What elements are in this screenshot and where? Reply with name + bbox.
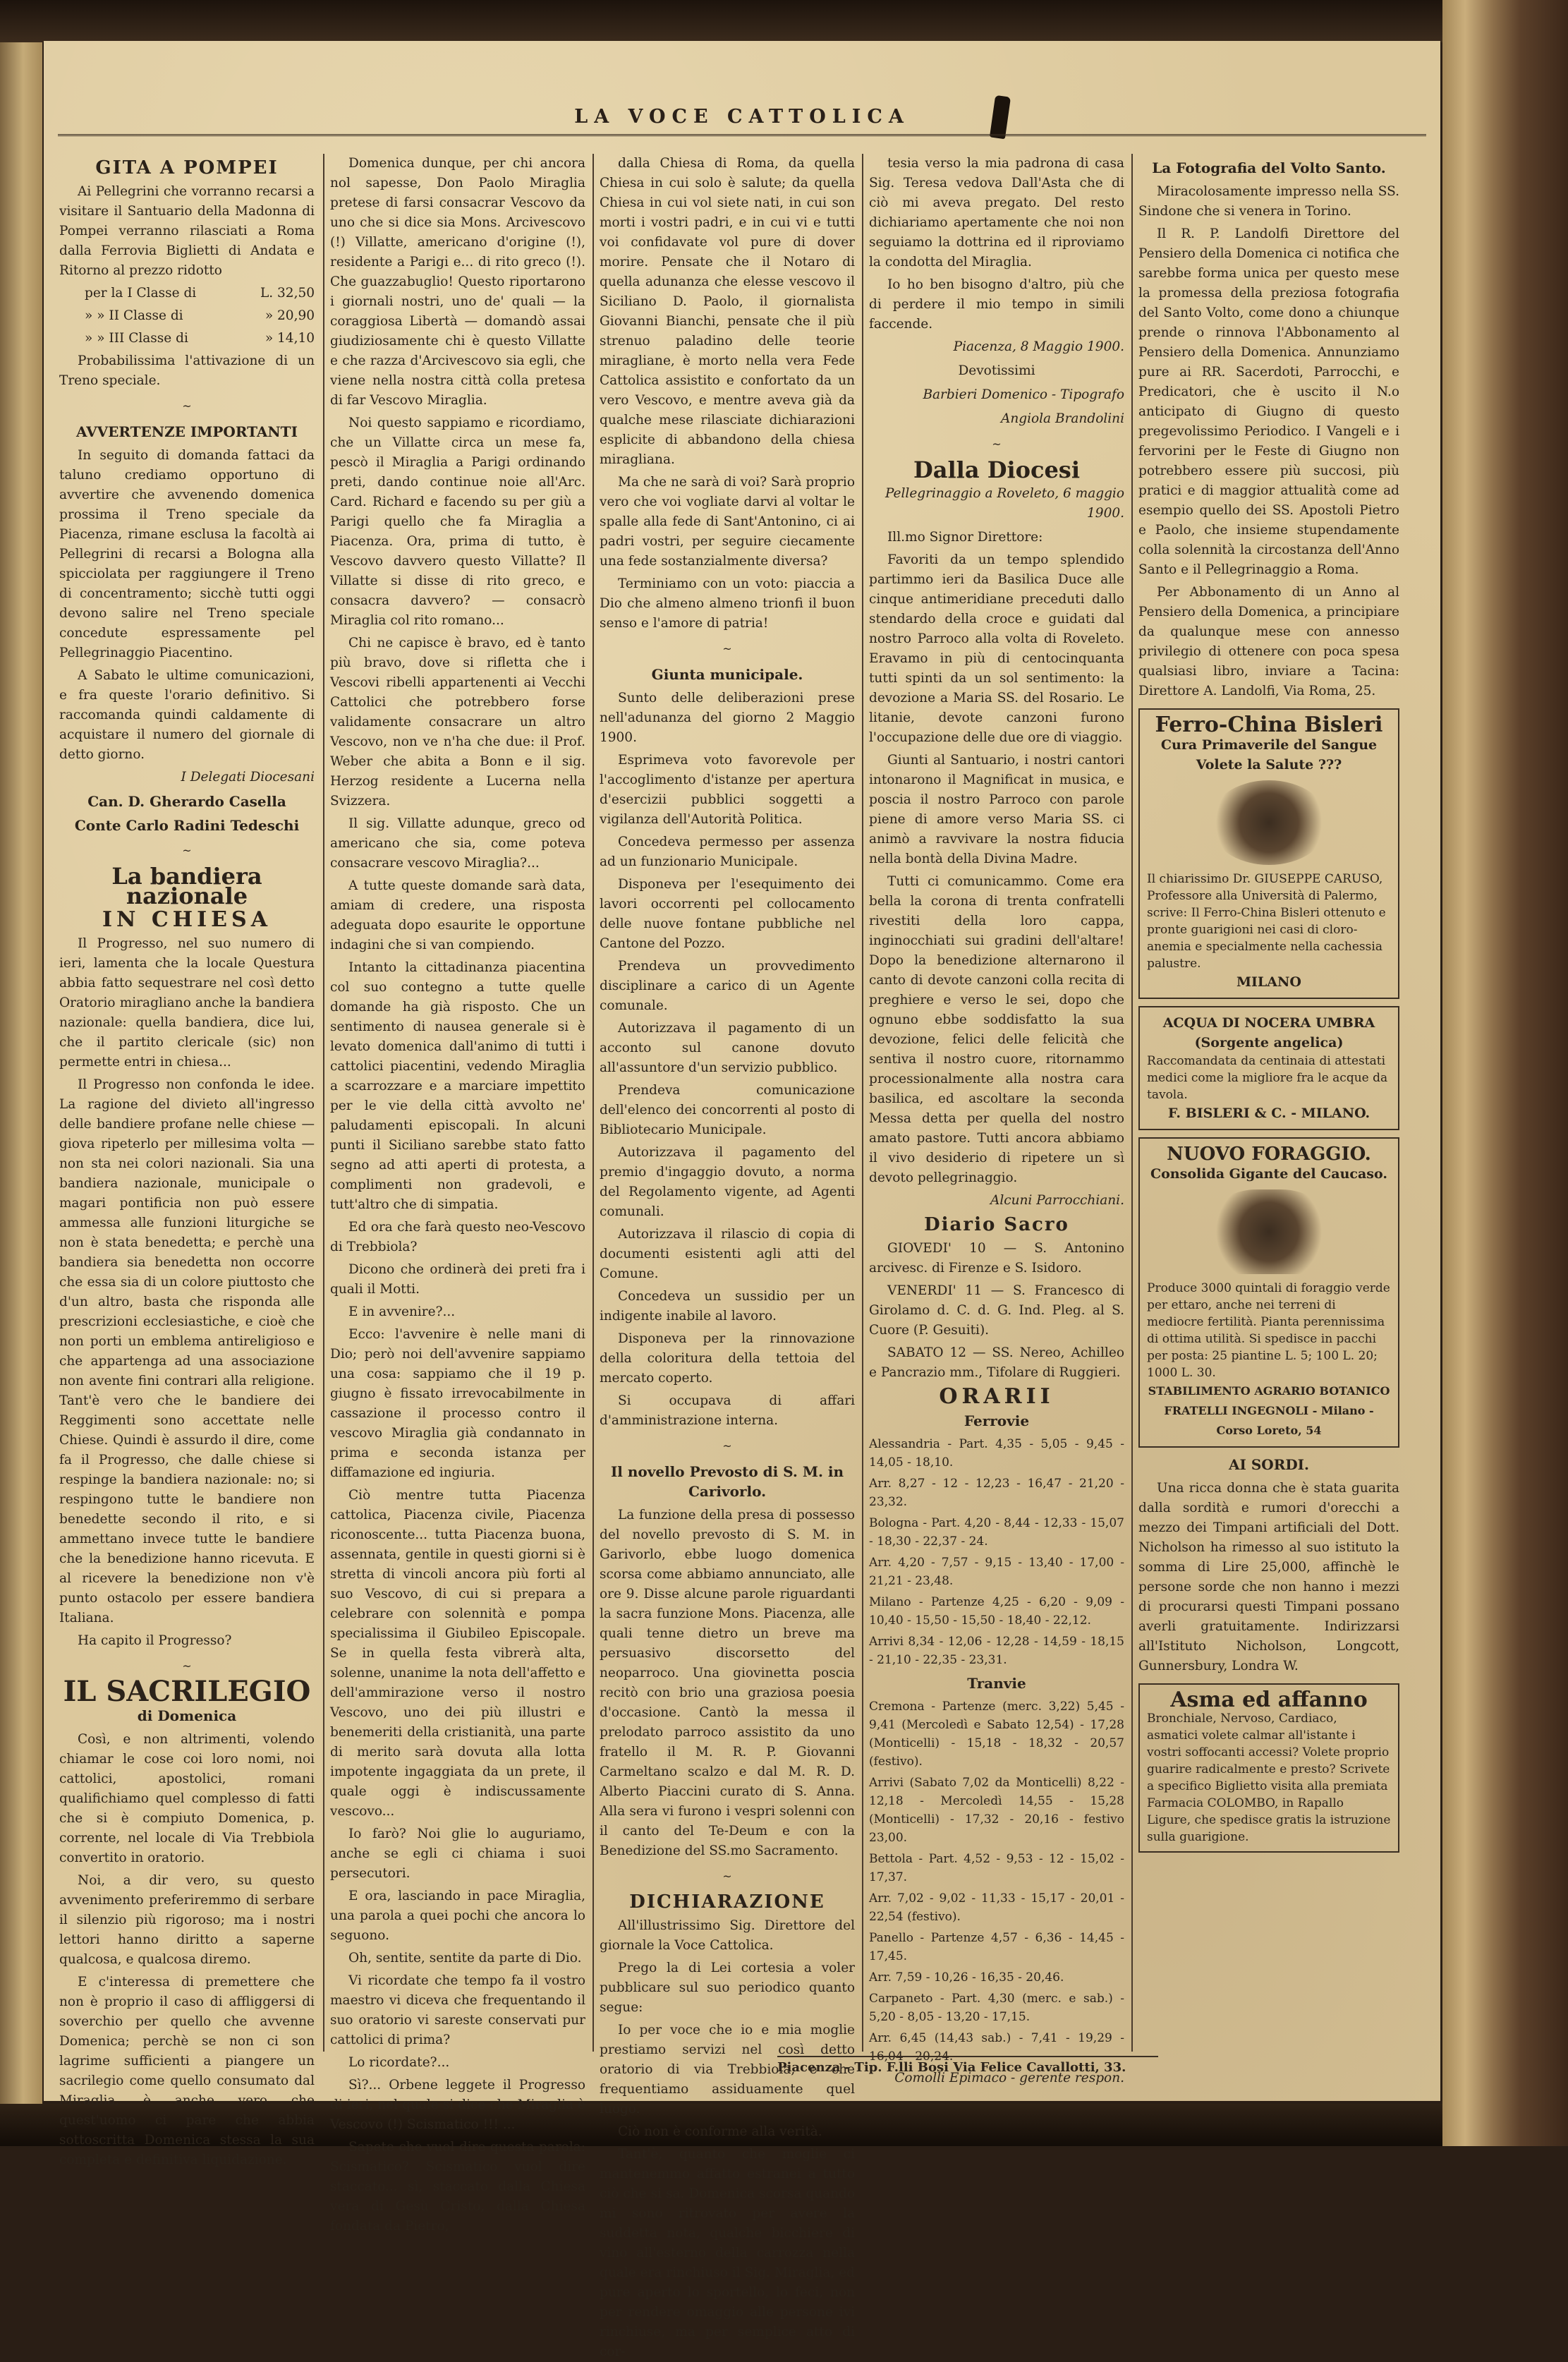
schedule-line: Arr. 6,45 (14,43 sab.) - 7,41 - 19,29 - 16,04 - 20,24. bbox=[869, 2031, 1124, 2064]
bisleri-slogan: Volete la Salute ??? bbox=[1196, 757, 1342, 773]
price-label: per la I Classe di bbox=[85, 286, 197, 301]
article-paragraph: Sapete che vuol dire questa parola: Scismatico? Scismatico vuol dire staccato... sì, staccato dalla Chiesa vera di Gesù Cristo, dalla Chiesa fondata da Pietro, bbox=[330, 2140, 585, 2234]
article-paragraph: Intanto la cittadinanza piacentina col suo contegno a tutte quelle domande ha già risposto. Che un sentimento di nausea generale si è levato domenica dall'animo di tutti i cattolici piacentini, vedendo Miraglia a scarrozzare e a marciare impettito per le vie della città avvolto ne' paludamenti episcopali. In alcuni punti il Siciliano sarebbe stato fatto segno ad atti aperti di protesta, a complimenti non gradevoli, e tutt'altro che di simpatia. bbox=[330, 960, 585, 1212]
avvertenze-paragraph: In seguito di domanda fattaci da taluno crediamo opportuno di avvertire che avvenendo domenica prossima il Treno speciale da Piacenza, rimane esclusa la facoltà ai Pellegrini di recarsi a Bologna alla spicciolata per raggiungere il Treno di concentramento; sicchè tutti oggi devono salire nel Treno speciale concedute espressamente pel Pellegrinaggio Piacentino. bbox=[59, 448, 315, 660]
article-paragraph: E in avvenire?... bbox=[348, 1304, 456, 1319]
avvertenze-title: AVVERTENZE IMPORTANTI bbox=[76, 423, 298, 440]
signature-name: Conte Carlo Radini Tedeschi bbox=[74, 817, 300, 834]
separator: ~ bbox=[992, 437, 1002, 451]
sacrilegio-paragraph: E c'interessa di premettere che non è proprio il caso di affliggersi di soverchio per quello che avvenne Domenica; perchè se non ci son lagrime sufficienti a piangere un sacrilegio come quello consumato dal Miraglia, è anche vero che quest'uomo ci pare che abbia sottoscritta Domenica stessa la sua completa e definitiva liquidazione. bbox=[59, 1975, 315, 2167]
diocesi-paragraph: Tutti ci comunicammo. Come era bella la corona di trenta confratelli rivestiti della loro cappa, inginocchiati sui gradini dell'altare! Dopo la benedizione alternarono il canto di devote canzoni colla recita di preghiere e verso le sei, dopo che ognuno ebbe soddisfatto la sua devozione, felici delle felicità che sentiva il nostro cuore, ritornammo processionalmente alla nostra cara basilica, ed ascoltare la seconda Messa detta per quella del nostro amato pastore. Tutti ancora abbiamo il vivo desiderio di ripetere un sì devoto pellegrinaggio. bbox=[869, 874, 1124, 1185]
sordi-title: AI SORDI. bbox=[1229, 1456, 1309, 1473]
bandiera-paragraph: Il Progresso non confonda le idee. La ragione del divieto all'ingresso delle bandiere profane nelle chiese — giova ripeterlo per millesima volta — non sta nei colori nazionali. Sia una bandiera nazionale, municipale o magari pontificia non può essere ammessa alle funzioni liturgiche se non è stata benedetta; e perchè una bandiera sia benedetta non occorre che essa sia di un colore piuttosto che d'un altro, basta che risponda alle prescrizioni ecclesiastiche, e cioè che non porti un emblema antireligioso e che appartenga ad una associazione non avente fini contrari alla religione. Tant'è vero che le bandiere dei Reggimenti sono accettate nelle Chiese. Quindi è assurdo il dire, come fa il Progresso, che dalle chiese si respinge la bandiera nazionale: no; si respingono tutte le bandiere non benedette secondo il rito, e si ammettano invece tutte le bandiere che la benedizione hanno ricevuta. E al ricevere la benedizione non v'è punto ostacolo per essere bandiera Italiana. bbox=[59, 1077, 315, 1625]
article-paragraph: Io ho ben bisogno d'altro, più che di perdere il mio tempo in simili faccende. bbox=[869, 277, 1124, 332]
newspaper-page bbox=[44, 41, 1440, 2359]
avvertenze-paragraph: A Sabato le ultime comunicazioni, e fra queste l'orario definitivo. Si raccomanda quindi caldamente di acquistare il numero del giornale di detto giorno. bbox=[59, 668, 315, 762]
nocera-text: Raccomandata da centinaia di attestati medici come la migliore fra le acque da tavola. bbox=[1147, 1054, 1388, 1102]
column-1 bbox=[59, 154, 315, 2167]
schedule-line: Arr. 7,02 - 9,02 - 11,33 - 15,17 - 20,01 - 22,54 (festivo). bbox=[869, 1891, 1124, 1924]
article-paragraph: Ed ora che farà questo neo-Vescovo di Trebbiola? bbox=[330, 1220, 585, 1254]
article-paragraph: Sì?... Orbene leggete il Progresso di ieri, nel quale si dice che Miraglia è Vescovo (!) Scismatico !!! ... bbox=[330, 2078, 585, 2132]
column-rule bbox=[592, 154, 594, 2052]
signature-name: Can. D. Gherardo Casella bbox=[87, 793, 286, 810]
ferrovie-schedule bbox=[869, 1435, 1124, 1669]
diario-title: Diario Sacro bbox=[924, 1214, 1069, 1235]
giunta-paragraph: Concedeva un sussidio per un indigente inabile al lavoro. bbox=[600, 1289, 855, 1324]
article-paragraph: Noi questo sappiamo e ricordiamo, che un Villatte circa un mese fa, pescò il Miraglia a Parigi ordinando preti, dando continue noie all'Arc. Card. Richard e facendo su per giù a Parigi quello che fa Miraglia a Piacenza. Ora, prima di tutto, è Vescovo davvero questo Villatte? Il Villatte si disse di rito greco, e consacra davvero? — consacrò Miraglia col rito romano... bbox=[330, 416, 585, 628]
article-paragraph: Ecco: l'avvenire è nelle mani di Dio; però noi dell'avvenire sappiamo una cosa: sappiamo che il 19 p. giugno è fissato irrevocabilmente in cassazione il processo contro il vescovo Miraglia già condannato in prima e seconda istanza per diffamazione ed ingiuria. bbox=[330, 1327, 585, 1480]
column-2 bbox=[330, 154, 585, 2234]
schedule-line: Milano - Partenze 4,25 - 6,20 - 9,09 - 10,40 - 15,50 - 15,50 - 18,40 - 22,12. bbox=[869, 1595, 1124, 1628]
nocera-signature: F. BISLERI & C. - MILANO. bbox=[1167, 1106, 1371, 1121]
giunta-paragraph: Prendeva comunicazione dell'elenco dei concorrenti al posto di Bibliotecario Municipale. bbox=[600, 1083, 855, 1137]
article-paragraph: Lo ricordate?... bbox=[348, 2055, 450, 2070]
foraggio-signature: STABILIMENTO AGRARIO BOTANICO FRATELLI INGEGNOLI - Milano - Corso Loreto, 54 bbox=[1148, 1384, 1390, 1437]
schedule-line: Alessandria - Part. 4,35 - 5,05 - 9,45 - 14,05 - 18,10. bbox=[869, 1437, 1124, 1470]
prevosto-paragraph: La funzione della presa di possesso del novello prevosto di S. M. in Garivorlo, ebbe luogo domenica scorsa come abbiamo annunciato, alle ore 9. Disse alcune parole riguardanti la sacra funzione Mons. Piacenza, alle quali tenne dietro un breve ma persuasivo discorsetto del neoparroco. Una giovinetta poscia recitò con brio una graziosa poesia d'occasione. Cantò la messa il prelodato parroco assistito da uno fratello il M. R. P. Giovanni Carmeltano scalzo e dal M. R. D. Alberto Piaccini curato di S. Anna. Alla sera vi furono i vespri solenni con il canto del Te-Deum e con la Benedizione del SS.mo Sacramento. bbox=[600, 1508, 855, 1858]
book-binding-edge bbox=[1442, 0, 1568, 2146]
nocera-title: ACQUA DI NOCERA UMBRA (Sorgente angelica) bbox=[1162, 1015, 1375, 1050]
price-label: » » II Classe di bbox=[85, 308, 183, 323]
diocesi-paragraph: Giunti al Santuario, i nostri cantori intonarono il Magnificat in musica, e poscia il nostro Parroco con parole piene di amore verso Maria SS. ci animò a ravvivare la nostra fiducia nella bontà della Divina Madre. bbox=[869, 753, 1124, 866]
article-paragraph: A tutte queste domande sarà data, amiam di credere, una risposta adeguata dopo esaurite le opportune indagini che si van compiendo. bbox=[330, 878, 585, 952]
giunta-paragraph: Autorizzava il rilascio di copia di documenti esistenti agli atti del Comune. bbox=[600, 1227, 855, 1281]
price-row bbox=[59, 306, 315, 326]
prevosto-title: Il novello Prevosto di S. M. in Carivorlo. bbox=[610, 1463, 844, 1500]
bandiera-paragraph: Il Progresso, nel suo numero di ieri, lamenta che la locale Questura abbia fatto sequestrare nel così detto Oratorio miragliano anche la bandiera nazionale: quella bandiera, dice lui, che il partito clericale (sic) non permette entri in chiesa... bbox=[59, 936, 315, 1070]
bandiera-subtitle: IN CHIESA bbox=[102, 907, 272, 932]
giunta-paragraph: Si occupava di affari d'amministrazione interna. bbox=[600, 1393, 855, 1428]
diario-entry: SABATO 12 — SS. Nereo, Achilleo e Pancrazio mm., Tifolare di Ruggieri. bbox=[869, 1345, 1124, 1380]
price-value: L. 32,50 bbox=[260, 286, 315, 301]
bandiera-title: La bandiera nazionale bbox=[111, 863, 262, 909]
sacrilegio-title: IL SACRILEGIO bbox=[63, 1675, 311, 1708]
giunta-paragraph: Esprimeva voto favorevole per l'accoglimento d'istanze per apertura d'esercizii pubblici soggetti a vigilanza dell'Autorità Politica. bbox=[600, 753, 855, 827]
article-paragraph: Domenica dunque, per chi ancora nol sapesse, Don Paolo Miraglia pretese di farsi consacrar Vescovo da uno che si dice sia Mons. Arcivescovo (!) Villatte, americano d'origine (!), residente a Parigi e... di rito greco (!). Che guazzabuglio! Questo riportarono i giornali nostri, uno de' quali — la coraggiosa Libertà — domandò assai giudiziosamente chi è questo Villatte e che razza d'Arcivescovo sia egli, che viene nella nostra città colla pretesa di far Vescovo Miraglia. bbox=[330, 156, 585, 408]
separator: ~ bbox=[722, 1870, 732, 1883]
foto-title: La Fotografia del Volto Santo. bbox=[1152, 159, 1386, 176]
signature-name: Angiola Brandolini bbox=[1000, 411, 1124, 426]
ferrovie-title: Ferrovie bbox=[964, 1412, 1030, 1429]
article-paragraph: Ma che ne sarà di voi? Sarà proprio vero che voi vogliate darvi al voltar le spalle alla fede di Sant'Antonino, ci ai padri vostri, per seguire ciecamente una fede sostanzialmente diversa? bbox=[600, 475, 855, 569]
schedule-line: Arrivi 8,34 - 12,06 - 12,28 - 14,59 - 18,15 - 21,10 - 22,35 - 23,31. bbox=[869, 1635, 1124, 1667]
asma-ad bbox=[1138, 1683, 1399, 1853]
price-row bbox=[59, 329, 315, 349]
price-row bbox=[59, 284, 315, 303]
dichiarazione-paragraph: Prego la di Lei cortesia a voler pubblicare sul suo periodico quanto segue: bbox=[600, 1961, 855, 2015]
schedule-line: Arr. 4,20 - 7,57 - 9,15 - 13,40 - 17,00 - 21,21 - 23,48. bbox=[869, 1556, 1124, 1588]
bandiera-paragraph: Ha capito il Progresso? bbox=[78, 1633, 232, 1648]
schedule-line: Bettola - Part. 4,52 - 9,53 - 12 - 15,02 - 17,37. bbox=[869, 1852, 1124, 1884]
giunta-paragraph: Disponeva per l'esequimento dei lavori occorrenti pel collocamento delle nuove fontane pubbliche nel Cantone del Pozzo. bbox=[600, 877, 855, 951]
foraggio-ad bbox=[1138, 1137, 1399, 1448]
date-line: Piacenza, 8 Maggio 1900. bbox=[953, 339, 1124, 354]
dichiarazione-paragraph: Io per voce che io e mia moglie prestiamo servizi nel così detto oratorio di via Trebbiola, e che frequentiamo assiduamente quel luogo. bbox=[600, 2023, 855, 2116]
sacrilegio-paragraph: Così, e non altrimenti, volendo chiamar le cose coi loro nomi, noi cattolici, apostolici, romani qualifichiamo quel complesso di fatti che si è compiuto Domenica, p. corrente, nel locale di Via Trebbiola convertito in oratorio. bbox=[59, 1732, 315, 1865]
bisleri-city: MILANO bbox=[1236, 974, 1301, 990]
separator: ~ bbox=[182, 844, 192, 857]
separator: ~ bbox=[182, 1659, 192, 1673]
devoti-line: Devotissimi bbox=[958, 363, 1035, 378]
foto-paragraph: Miracolosamente impresso nella SS. Sindone che si venera in Torino. bbox=[1138, 184, 1399, 219]
masthead bbox=[58, 106, 1426, 136]
diocesi-title: Dalla Diocesi bbox=[913, 456, 1080, 483]
separator: ~ bbox=[182, 399, 192, 413]
schedule-line: Carpaneto - Part. 4,30 (merc. e sab.) - 5,20 - 8,05 - 13,20 - 17,15. bbox=[869, 1992, 1124, 2024]
separator: ~ bbox=[722, 1439, 732, 1453]
diocesi-salutation: Ill.mo Signor Direttore: bbox=[887, 530, 1043, 545]
asma-title: Asma ed affanno bbox=[1170, 1688, 1368, 1712]
nocera-ad bbox=[1138, 1006, 1399, 1130]
article-paragraph: dalla Chiesa di Roma, da quella Chiesa in cui solo è salute; da quella Chiesa in cui vol siete nati, in cui son morti i vostri padri, e in cui vi e tutti voi confidavate vol pure di dover morire. Pensate che il Notaro di quella adunanza che elesse vescovo il Siciliano D. Paolo, il giornalista Giovanni Bianchi, pensate che il più strenuo paladino delle teorie miragliane, è morto nella vera Fede Cattolica assistito e confortato da un vero Vescovo, e mentre aveva già da qualche mese rilasciate dichiarazioni esplicite di abbandono della chiesa miragliana. bbox=[600, 156, 855, 467]
giunta-title: Giunta municipale. bbox=[651, 666, 803, 683]
gerente-line: Comolli Epimaco - gerente respon. bbox=[894, 2071, 1124, 2085]
price-value: » 14,10 bbox=[265, 331, 315, 346]
article-paragraph: E ora, lasciando in pace Miraglia, una parola a quei pochi che ancora lo seguono. bbox=[330, 1889, 585, 1943]
article-paragraph: Ciò mentre tutta Piacenza cattolica, Piacenza civile, Piacenza riconoscente... tutta Piacenza buona, assennata, gentile in questi giorni si è stretta di vincoli ancora più forti al suo Vescovo, di cui si prepara a celebrare con solennità e pompa specialissima il Giubileo Episcopale. Se in quella festa vibrerà alta, solenne, unanime la nota dell'affetto e dell'ammirazione verso il nostro Vescovo, uno dei più illustri e benemeriti della cristianità, una parte di merito sarà dovuta alla lotta impotente ingaggiata da un prete, il quale oggi è indiscussamente vescovo... bbox=[330, 1488, 585, 1819]
schedule-line: Bologna - Part. 4,20 - 8,44 - 12,33 - 15,07 - 18,30 - 22,37 - 24. bbox=[869, 1516, 1124, 1549]
diocesi-signature: Alcuni Parrocchiani. bbox=[990, 1193, 1124, 1208]
diocesi-location: Pellegrinaggio a Roveleto, 6 maggio 1900. bbox=[885, 486, 1124, 521]
sacrilegio-paragraph: Noi, a dir vero, su questo avvenimento preferiremmo di serbare il silenzio più rigoroso; ma i nostri lettori hanno diritto a saperne qualcosa, e qualcosa diremo. bbox=[59, 1873, 315, 1967]
column-rule bbox=[323, 154, 324, 2052]
scan-top-margin bbox=[0, 0, 1568, 42]
facing-page-edge bbox=[0, 0, 42, 2146]
dichiarazione-paragraph: Ciò non è conforme alla verità. bbox=[618, 2124, 822, 2139]
schedule-line: Arr. 8,27 - 12 - 12,23 - 16,47 - 21,20 - 23,32. bbox=[869, 1477, 1124, 1509]
schedule-line: Arr. 7,59 - 10,26 - 16,35 - 20,46. bbox=[869, 1970, 1064, 1985]
article-paragraph: Vi ricordate che tempo fa il vostro maestro vi diceva che frequentando il suo oratorio vi sareste conservati pur cattolici di prima? bbox=[330, 1973, 585, 2047]
giunta-paragraph: Disponeva per la rinnovazione della coloritura della tettoia del mercato coperto. bbox=[600, 1331, 855, 1386]
foraggio-subtitle: Consolida Gigante del Caucaso. bbox=[1150, 1166, 1387, 1182]
diario-entry: GIOVEDI' 10 — S. Antonino arcivesc. di Firenze e S. Isidoro. bbox=[869, 1241, 1124, 1276]
bisleri-subtitle: Cura Primaverile del Sangue bbox=[1160, 737, 1378, 753]
price-label: » » III Classe di bbox=[85, 331, 188, 346]
asma-text: Bronchiale, Nervoso, Cardiaco, asmatici volete calmar all'istante i vostri soffocanti accessi? Volete proprio guarire radicalmente e presto? Scrivete a specifico Biglietto visita alla premiata Farmacia COLOMBO, in Rapallo Ligure, che spedisce gratis la istruzione sulla guarigione. bbox=[1147, 1712, 1391, 1844]
lion-illustration bbox=[1209, 780, 1329, 865]
price-value: » 20,90 bbox=[265, 308, 315, 323]
schedule-line: Cremona - Partenze (merc. 3,22) 5,45 - 9,41 (Mercoledì e Sabato 12,54) - 17,28 (Monticelli) - 15,18 - 18,32 - 20,57 (festivo). bbox=[869, 1700, 1124, 1769]
gita-title: GITA A POMPEI bbox=[95, 157, 279, 178]
schedule-line: Panello - Partenze 4,57 - 6,36 - 14,45 - 17,45. bbox=[869, 1931, 1124, 1963]
foraggio-text: Produce 3000 quintali di foraggio verde per ettaro, anche nei terreni di mediocre fertilità. Pianta perennissima di ottima utilità. Si spedisce in pacchi per posta: 25 piantine L. 5; 100 L. 20; 1000 L. 30. bbox=[1147, 1281, 1390, 1380]
gita-paragraph: Ai Pellegrini che vorranno recarsi a visitare il Santuario della Madonna di Pompei verranno rilasciati a Roma dalla Ferrovia Biglietti di Andata e Ritorno al prezzo ridotto bbox=[59, 184, 315, 278]
giunta-paragraph: Autorizzava il pagamento del premio d'ingaggio dovuto, a norma del Regolamento vigente, ad Agenti comunali. bbox=[600, 1145, 855, 1219]
giunta-paragraph: Autorizzava il pagamento di un acconto sul canone dovuto all'assuntore d'un servizio pubblico. bbox=[600, 1021, 855, 1075]
giunta-paragraph: Sunto delle deliberazioni prese nell'adunanza del giorno 2 Maggio 1900. bbox=[600, 691, 855, 745]
column-5 bbox=[1138, 154, 1399, 2059]
article-paragraph: Chi ne capisce è bravo, ed è tanto più bravo, dove si rifletta che i Vescovi ribelli appartenenti ai Vecchi Cattolici che potrebbero forse validamente consacrare un altro Vescovo, non ve n'ha che due: il Prof. Weber che abita a Bonn e il sig. Herzog residente a Lucerna nella Svizzera. bbox=[330, 636, 585, 808]
foraggio-title: NUOVO FORAGGIO. bbox=[1167, 1144, 1371, 1165]
dichiarazione-paragraph: All'illustrissimo Sig. Direttore del giornale la Voce Cattolica. bbox=[600, 1918, 855, 1953]
masthead-title: LA VOCE CATTOLICA bbox=[574, 106, 910, 128]
schedule-line: Arrivi (Sabato 7,02 da Monticelli) 8,22 - 12,18 - Mercoledì 14,55 - 15,28 (Monticelli) - 17,32 - 20,16 - festivo 23,00. bbox=[869, 1776, 1124, 1845]
diocesi-paragraph: Favoriti da un tempo splendido partimmo ieri da Basilica Duce alle cinque antimeridiane preceduti dallo stendardo della croce e guidati dal nostro Parroco alla volta di Roveleto. Eravamo in più di centocinquanta tutti spinti da un sol sentimento: la devozione a Maria SS. del Rosario. Le litanie, devote canzoni furono l'occupazione delle due ore di viaggio. bbox=[869, 552, 1124, 745]
bisleri-title: Ferro-China Bisleri bbox=[1155, 713, 1383, 737]
article-paragraph: Terminiamo con un voto: piaccia a Dio che almeno almeno trionfi il buon senso e l'amore di patria! bbox=[600, 576, 855, 631]
tranvie-title: Tranvie bbox=[967, 1675, 1026, 1692]
foto-paragraph: Per Abbonamento di un Anno al Pensiero della Domenica, a principiare da qualunque mese con annesso privilegio di ottenere con poca spesa qualsiasi libro, inviare a Tacina: Direttore A. Landolfi, Via Roma, 25. bbox=[1138, 585, 1399, 698]
giunta-paragraph: Prendeva un provvedimento disciplinare a carico di un Agente comunale. bbox=[600, 959, 855, 1013]
article-paragraph: Il sig. Villatte adunque, greco od americano che sia, come poteva consacrare vescovo Miraglia?... bbox=[330, 816, 585, 871]
dichiarazione-paragraph: Tant'è, quanto che moglie ci mantenemmo affatto estranei a tutto ciò che si sa. Domenica scorsa quando mi sono ritrovato per avere la suddetta nota, qualche bicchiere di vino all'esterno della carrozza nella quale era rinchiuso il Sig. Miraglia, ed pure aperto lo sportello, lo feci, non per rendere omaggio alle persone ivi rinchiuse, ma per semplice atto di cor- bbox=[600, 2147, 855, 2359]
column-rule bbox=[862, 154, 863, 2052]
article-paragraph: tesia verso la mia padrona di casa Sig. Teresa vedova Dall'Asta che di ciò mi aveva pregato. Del resto dichiariamo apertamente che noi non seguiamo la dottrina ed il riproviamo la condotta del Miraglia. bbox=[869, 156, 1124, 269]
column-rule bbox=[1131, 154, 1133, 2052]
column-3 bbox=[600, 154, 855, 2359]
giunta-paragraph: Concedeva permesso per assenza ad un funzionario Municipale. bbox=[600, 835, 855, 869]
orari-title: ORARII bbox=[939, 1384, 1055, 1409]
article-paragraph: Oh, sentite, sentite da parte di Dio. bbox=[348, 1951, 582, 1966]
signature-name: Barbieri Domenico - Tipografo bbox=[923, 387, 1124, 402]
diario-entry: VENERDI' 11 — S. Francesco di Girolamo d. C. d. G. Ind. Pleg. al S. Cuore (P. Gesuiti). bbox=[869, 1283, 1124, 1338]
sacrilegio-subtitle: di Domenica bbox=[137, 1707, 237, 1724]
bisleri-ad bbox=[1138, 708, 1399, 999]
article-paragraph: Io farò? Noi glie lo auguriamo, anche se egli ci chiama i suoi persecutori. bbox=[330, 1827, 585, 1881]
dichiarazione-title: DICHIARAZIONE bbox=[629, 1891, 825, 1913]
article-paragraph: Dicono che ordinerà dei preti fra i quali il Motti. bbox=[330, 1262, 585, 1297]
separator: ~ bbox=[722, 642, 732, 655]
tranvie-schedule bbox=[869, 1697, 1124, 2066]
foto-paragraph: Il R. P. Landolfi Direttore del Pensiero della Domenica ci notifica che sarebbe forma unica per questo mese la promessa della preziosa fotografia del Santo Volto, come dono a chiunque prende o rinnova l'Abbonamento al Pensiero della Domenica. Annunziamo pure ai RR. Sacerdoti, Parrocchi, e Predicatori, che è uscito il N.o anticipato di Giugno di questo pregevolissimo Periodico. I Vangeli e i fervorini per le Feste di Giugno non potrebbero essere più succosi, più pratici e di maggior attualità come ad esempio quello dei SS. Apostoli Pietro e Paolo, che insieme stupendamente colla solennità la circostanza dell'Anno Santo e il Pellegrinaggio a Roma. bbox=[1138, 226, 1399, 577]
printer-footer: Piacenza - Tip. F.lli Bosi Via Felice Cavallotti, 33. bbox=[777, 2056, 1158, 2084]
sordi-paragraph: Una ricca donna che è stata guarita dalla sordità e rumori d'orecchi a mezzo dei Timpani artificiali del Dott. Nicholson ha rimesso al suo istituto la somma di Lire 25,000, affinchè le persone sorde che non hanno i mezzi di procurarsi questi Timpani possano averli gratuitamente. Indirizzarsi all'Istituto Nicholson, Longcott, Gunnersbury, Londra W. bbox=[1138, 1481, 1399, 1673]
gita-paragraph: Probabilissima l'attivazione di un Treno speciale. bbox=[59, 353, 315, 388]
bisleri-text: Il chiarissimo Dr. GIUSEPPE CARUSO, Professore alla Università di Palermo, scrive: Il Ferro-China Bisleri ottenuto e pronte guarigioni nei casi di cloro-anemia e specialmente nella cachessia palustre. bbox=[1147, 872, 1386, 971]
plant-illustration bbox=[1209, 1189, 1329, 1274]
signature: I Delegati Diocesani bbox=[181, 770, 315, 785]
